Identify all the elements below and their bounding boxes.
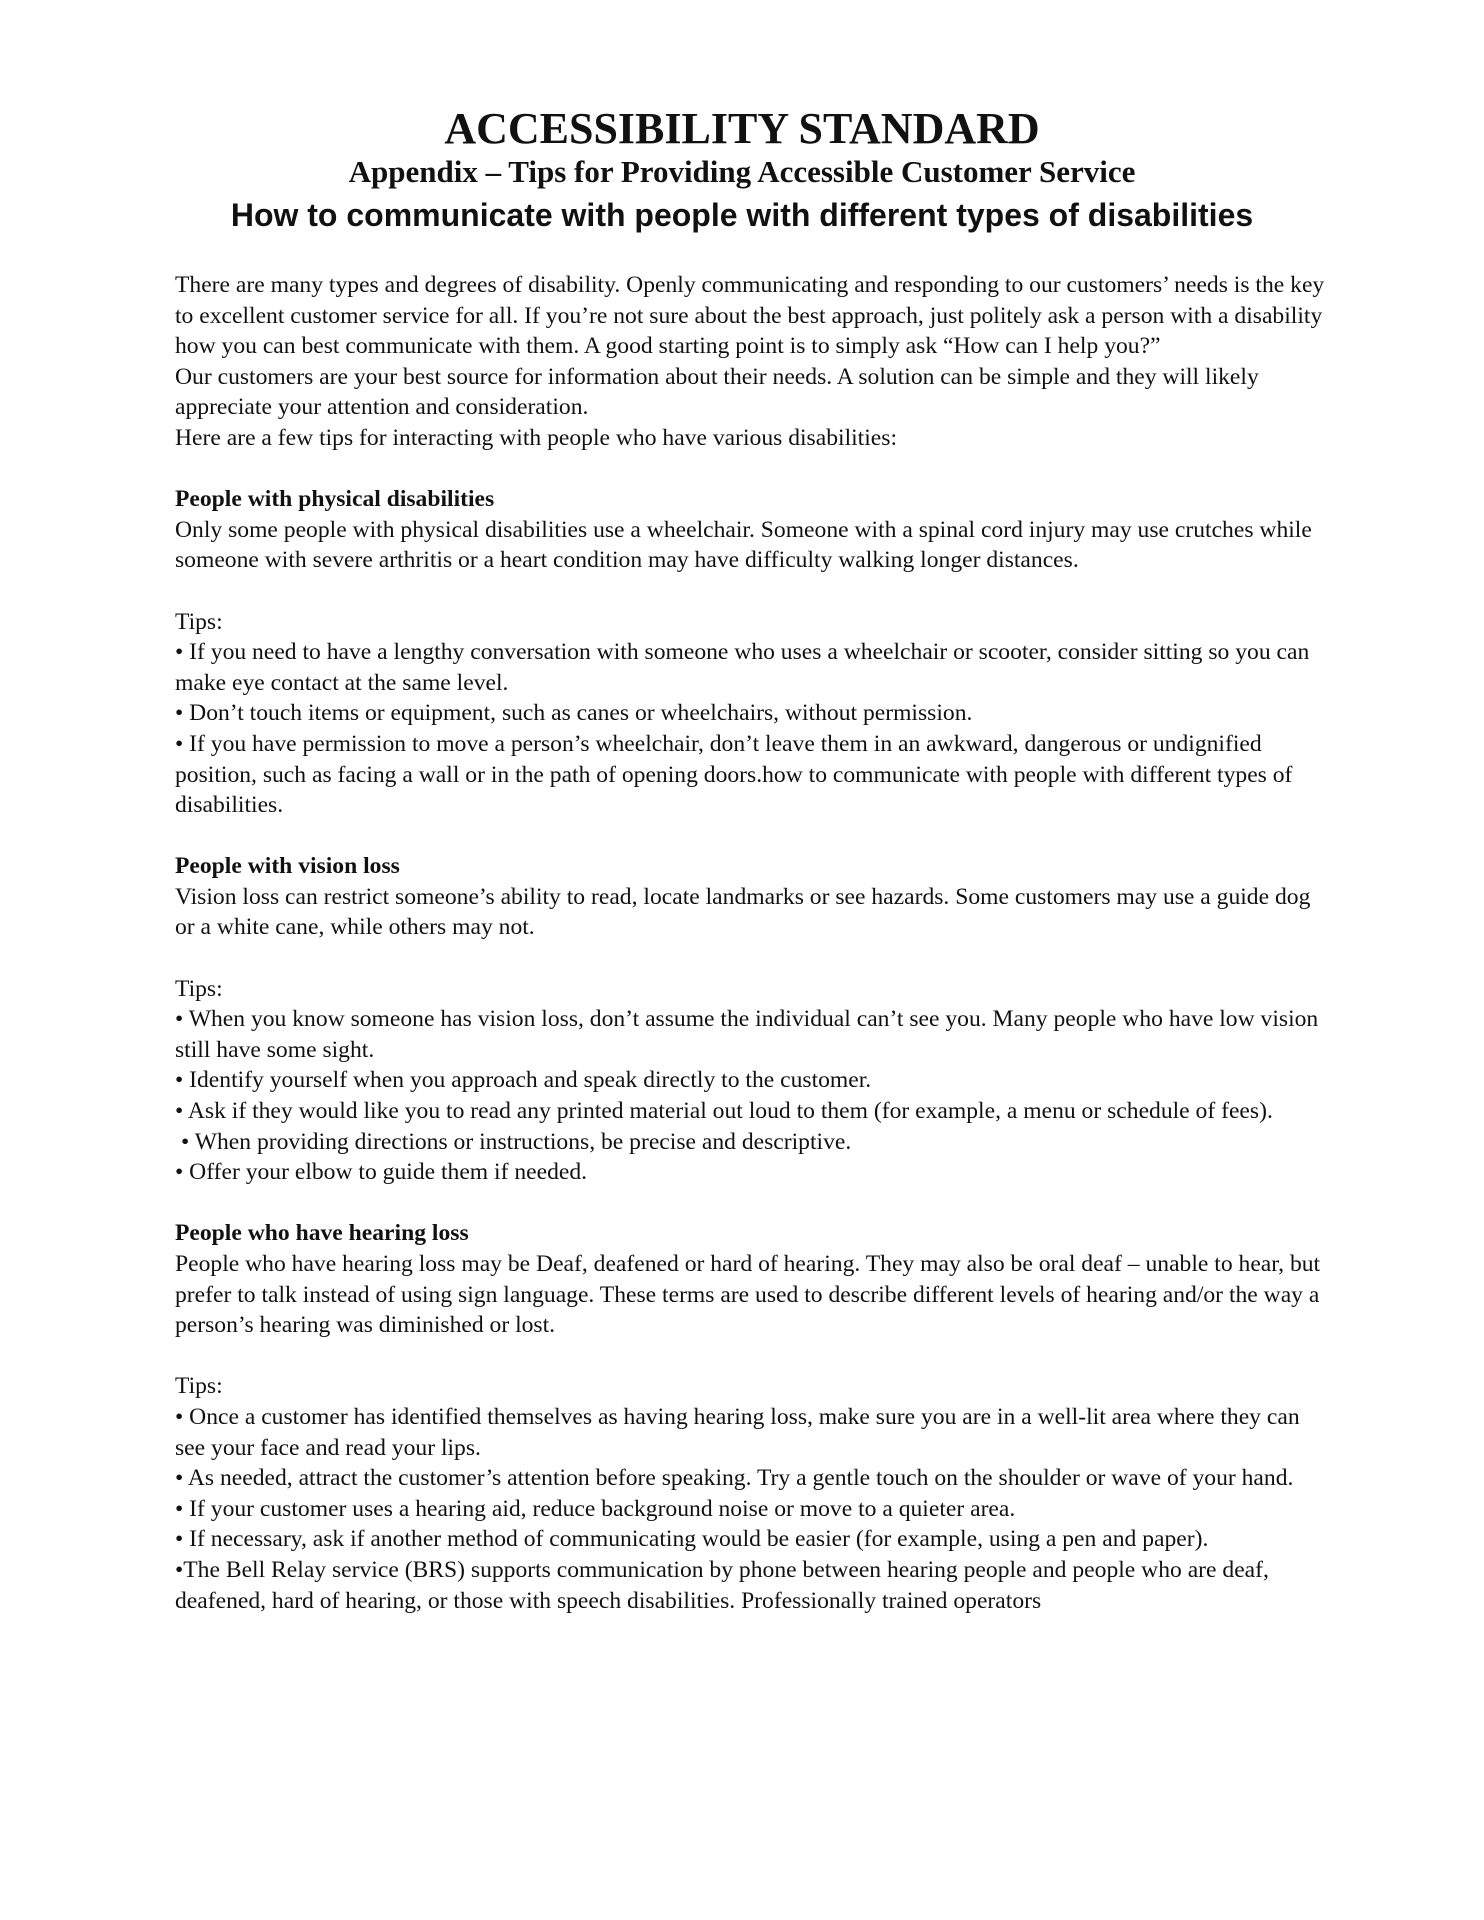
tip-item: • If you need to have a lengthy conversation with someone who uses a wheelchair or scooter, consider sitting so you can make eye contact at the same level. [175, 639, 1310, 696]
tip-item: • Identify yourself when you approach and speak directly to the customer. [175, 1067, 872, 1094]
tip-item: • Once a customer has identified themselves as having hearing loss, make sure you are in a well-lit area where they can see your face and read your lips. [175, 1403, 1300, 1461]
section-description: Vision loss can restrict someone’s ability to read, locate landmarks or see hazards. Some customers may use a guide dog or a white cane, while others may not. [175, 883, 1311, 941]
section-heading: People with vision loss [175, 853, 400, 880]
tip-item: • If you have permission to move a person’s wheelchair, don’t leave them in an awkward, dangerous or undignified position, such as facing a wall or in the path of opening doors.how to communicate with people with different types of disabilities. [175, 730, 1293, 819]
section-physical-disabilities [175, 484, 1325, 821]
section-vision-loss [175, 851, 1325, 1188]
document-subheading: How to communicate with people with different types of disabilities [230, 197, 1254, 233]
tip-item: • When you know someone has vision loss, don’t assume the individual can’t see you. Many people who have low vision still have some sight. [175, 1006, 1319, 1063]
tip-item: • As needed, attract the customer’s attention before speaking. Try a gentle touch on the shoulder or wave of your hand. [175, 1465, 1294, 1492]
document-subtitle: Appendix – Tips for Providing Accessible Customer Service [348, 154, 1136, 189]
tip-item: • If necessary, ask if another method of communicating would be easier (for example, using a pen and paper). [175, 1526, 1209, 1553]
tips-label: Tips: [175, 975, 223, 1002]
section-hearing-loss [175, 1218, 1325, 1616]
section-description: People who have hearing loss may be Deaf, deafened or hard of hearing. They may also be oral deaf – unable to hear, but prefer to talk instead of using sign language. These terms are used to describe different levels of hearing and/or the way a person’s hearing was diminished or lost. [175, 1251, 1321, 1339]
section-description: Only some people with physical disabilities use a wheelchair. Someone with a spinal cord injury may use crutches while someone with severe arthritis or a heart condition may have difficulty walking longer distances. [175, 516, 1312, 574]
tip-item: • Offer your elbow to guide them if needed. [175, 1159, 588, 1186]
tip-item: • If your customer uses a hearing aid, reduce background noise or move to a quieter area. [175, 1495, 1016, 1522]
tip-item: •The Bell Relay service (BRS) supports communication by phone between hearing people and people who are deaf, deafened, hard of hearing, or those with speech disabilities. Professionally trained operators [175, 1556, 1269, 1614]
document-body [175, 270, 1325, 1616]
section-heading: People with physical disabilities [175, 486, 495, 513]
tip-item: • Don’t touch items or equipment, such as canes or wheelchairs, without permission. [175, 700, 973, 727]
tip-item: • Ask if they would like you to read any printed material out loud to them (for example, a menu or schedule of fees). [175, 1098, 1273, 1125]
tips-label: Tips: [175, 1373, 223, 1400]
tips-label: Tips: [175, 608, 223, 635]
intro-paragraph: Our customers are your best source for information about their needs. A solution can be simple and they will likely appreciate your attention and consideration. [175, 363, 1259, 421]
intro-paragraph: There are many types and degrees of disability. Openly communicating and responding to our customers’ needs is the key to excellent customer service for all. If you’re not sure about the best approach, just politely ask a person with a disability how you can best communicate with them. A good starting point is to simply ask “How can I help you?” [175, 272, 1325, 360]
tip-item: • When providing directions or instructions, be precise and descriptive. [181, 1128, 852, 1155]
intro-paragraph: Here are a few tips for interacting with people who have various disabilities: [175, 424, 897, 451]
document-title: ACCESSIBILITY STANDARD [444, 104, 1040, 153]
section-heading: People who have hearing loss [175, 1220, 469, 1247]
